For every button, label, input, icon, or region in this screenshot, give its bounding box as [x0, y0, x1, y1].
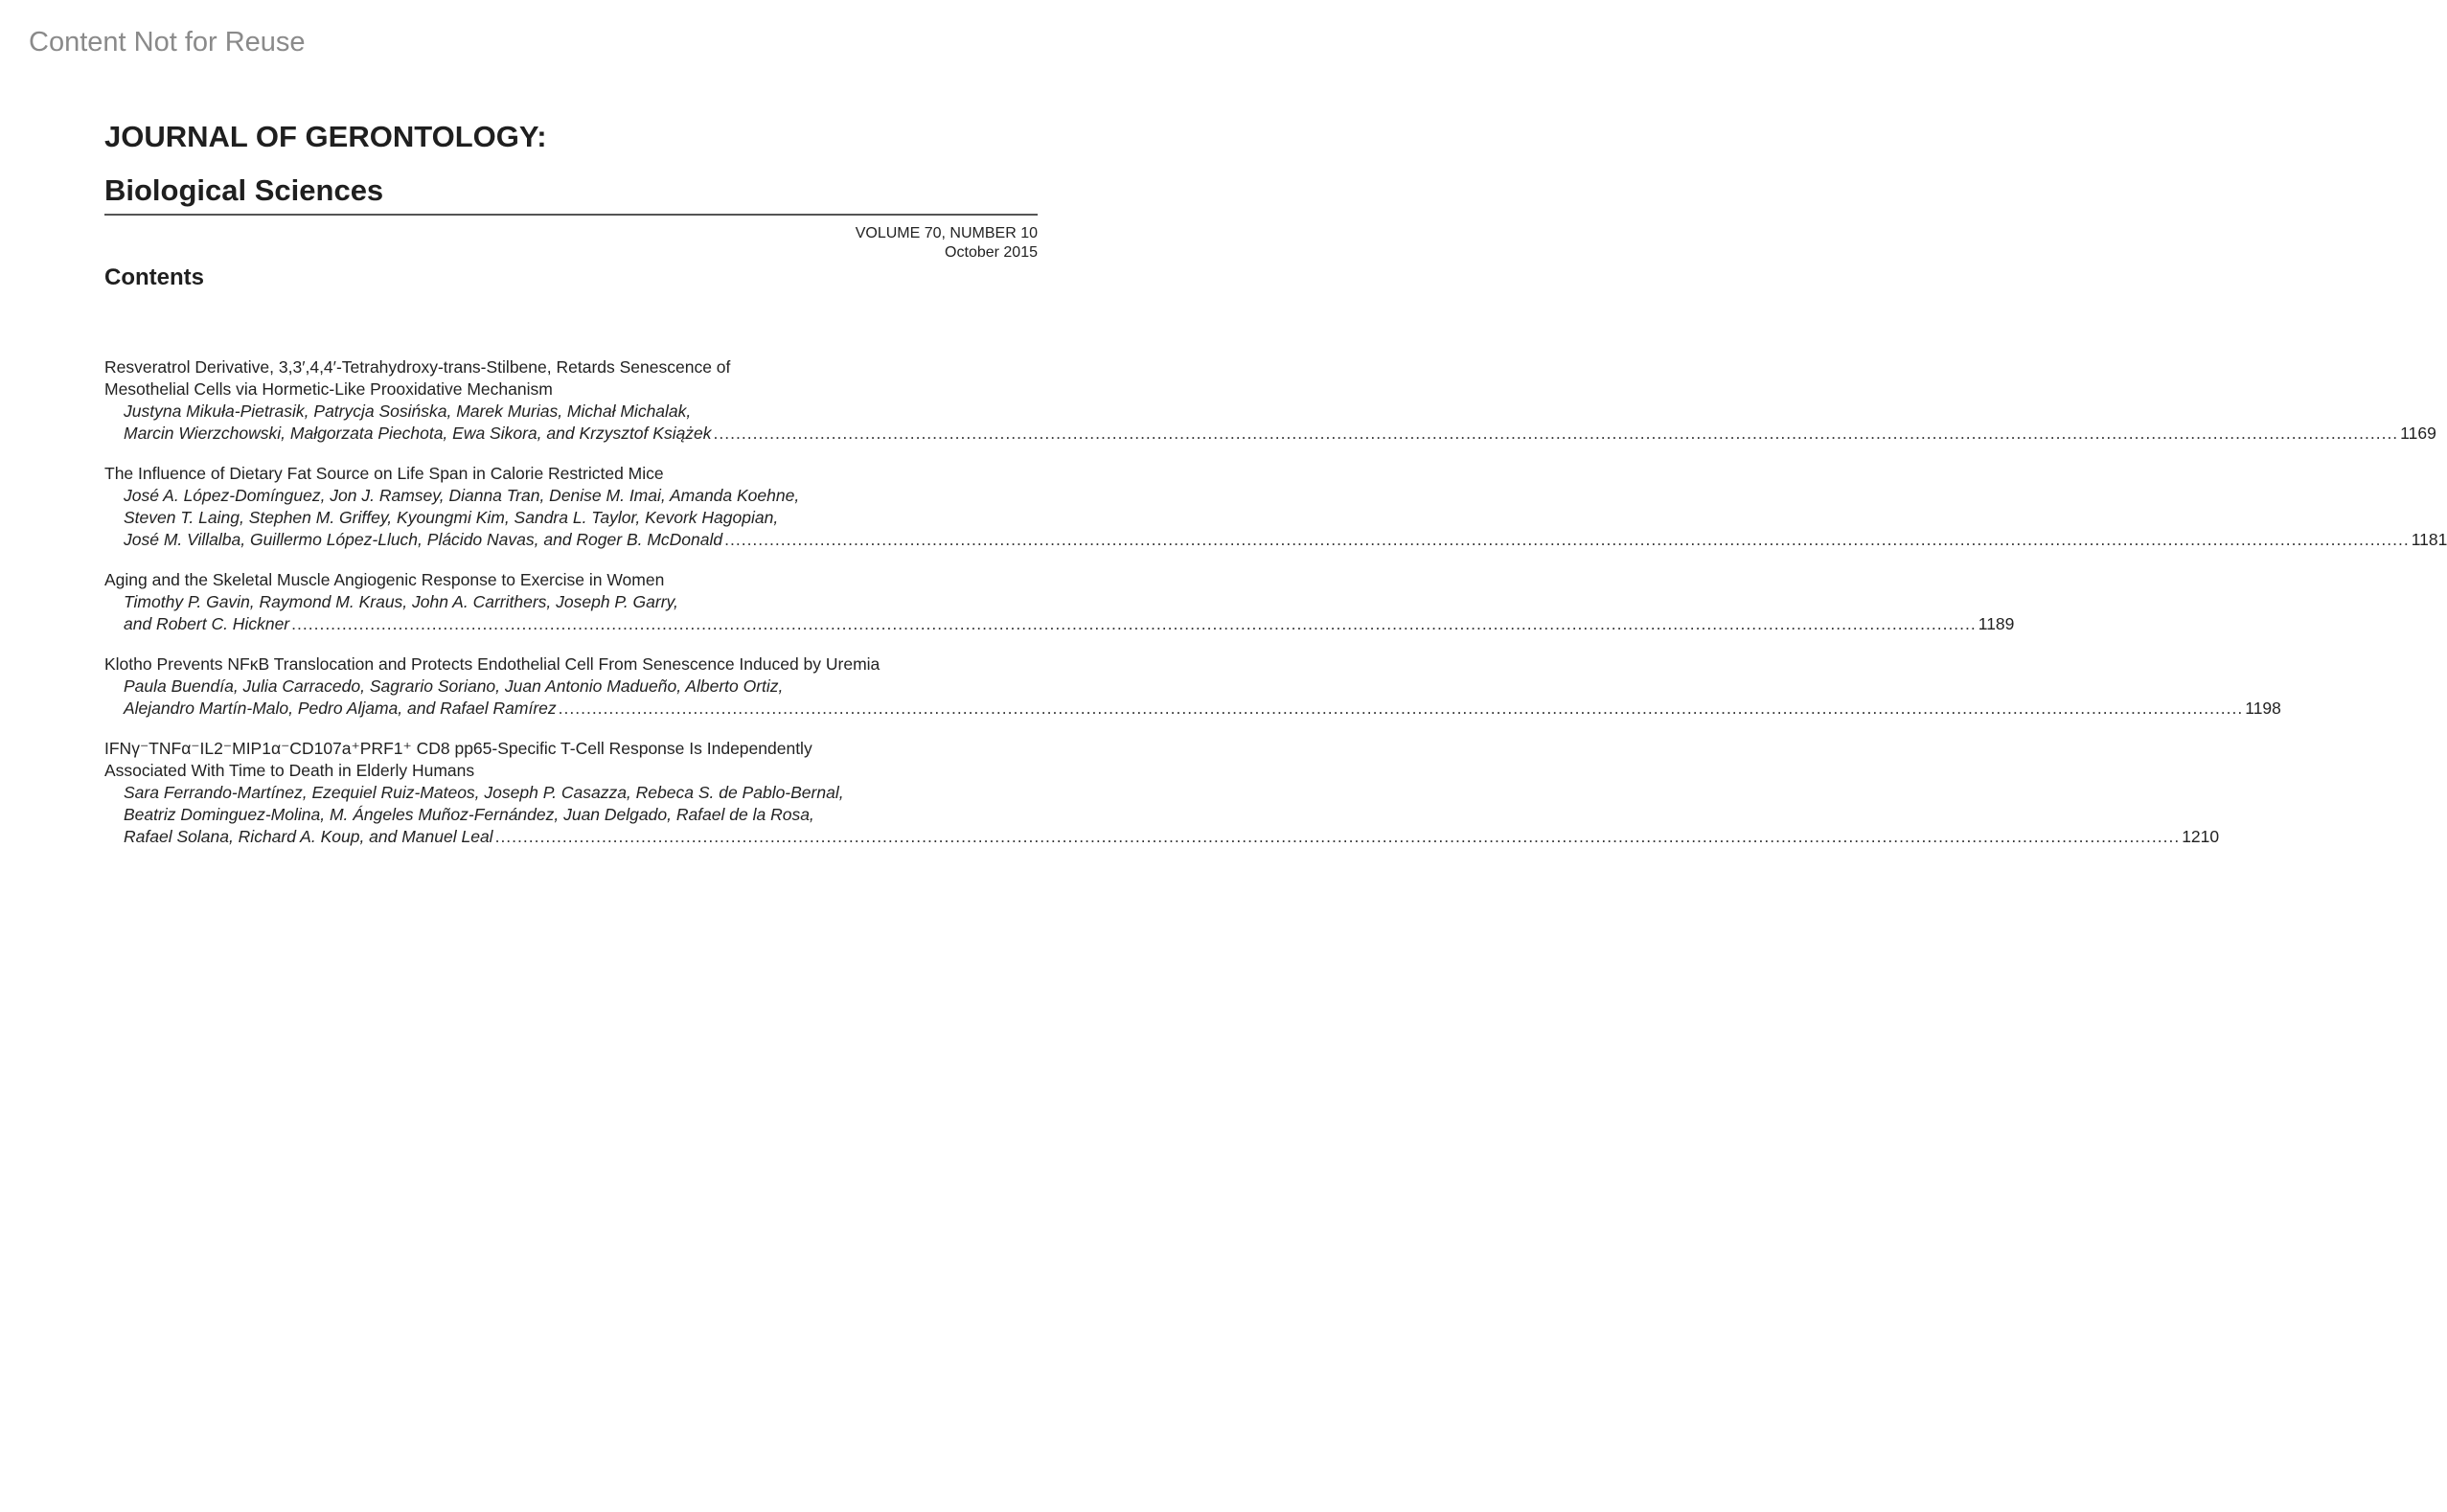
authors-last-line: Marcin Wierzchowski, Małgorzata Piechota, Ewa Sikora, and Krzysztof Książek: [124, 424, 712, 443]
issue-info: [856, 224, 1038, 263]
dot-leader: ............................................................................................................................................................................................................................................................................................................: [494, 827, 2181, 846]
watermark-text: Content Not for Reuse: [29, 27, 306, 57]
article-authors: [104, 591, 2015, 635]
article-title[interactable]: Aging and the Skeletal Muscle Angiogenic Response to Exercise in Women: [104, 570, 665, 589]
authors-lead: Timothy P. Gavin, Raymond M. Kraus, John A. Carrithers, Joseph P. Garry,: [124, 592, 678, 611]
journal-title: JOURNAL OF GERONTOLOGY:: [104, 120, 547, 153]
toc-entry[interactable]: [104, 738, 2220, 848]
article-authors: [104, 782, 2220, 848]
toc-entry[interactable]: [104, 569, 2015, 635]
table-of-contents: [104, 356, 2447, 866]
page-number[interactable]: 1210: [2182, 827, 2220, 846]
toc-entry[interactable]: [104, 463, 2447, 551]
article-authors: [104, 676, 2281, 720]
issue-date: October 2015: [945, 244, 1038, 261]
article-authors: [104, 485, 2447, 551]
toc-entry[interactable]: [104, 356, 2436, 445]
article-title[interactable]: The Influence of Dietary Fat Source on Life Span in Calorie Restricted Mice: [104, 464, 664, 483]
authors-last-line: and Robert C. Hickner: [124, 614, 290, 633]
dot-leader: ............................................................................................................................................................................................................................................................................................................: [713, 424, 2399, 443]
journal-subtitle: Biological Sciences: [104, 173, 384, 207]
authors-last-line: Alejandro Martín-Malo, Pedro Aljama, and Rafael Ramírez: [124, 699, 557, 718]
dot-leader: ............................................................................................................................................................................................................................................................................................................: [724, 530, 2410, 549]
authors-lead: Justyna Mikuła-Pietrasik, Patrycja Sosińska, Marek Murias, Michał Michalak,: [124, 401, 692, 421]
article-title[interactable]: Resveratrol Derivative, 3,3′,4,4′-Tetrahydroxy-trans-Stilbene, Retards Senescence of Mesothelial Cells via Hormetic-Like Prooxidative Mechanism: [104, 357, 731, 399]
article-title[interactable]: IFNγ⁻TNFα⁻IL2⁻MIP1α⁻CD107a⁺PRF1⁺ CD8 pp65-Specific T-Cell Response Is Independently Associated With Time to Death in Elderly Humans: [104, 739, 812, 780]
contents-heading: Contents: [104, 264, 204, 290]
authors-last-line: José M. Villalba, Guillermo López-Lluch, Plácido Navas, and Roger B. McDonald: [124, 530, 723, 549]
page-number[interactable]: 1181: [2411, 530, 2447, 549]
article-title[interactable]: Klotho Prevents NFκB Translocation and Protects Endothelial Cell From Senescence Induced by Uremia: [104, 654, 880, 674]
authors-lead: Sara Ferrando-Martínez, Ezequiel Ruiz-Mateos, Joseph P. Casazza, Rebeca S. de Pablo-Bernal, Beatriz Dominguez-Molina, M. Ángeles Muñoz-Fernández, Juan Delgado, Rafael de la Rosa,: [124, 783, 844, 824]
article-authors: [104, 401, 2436, 445]
toc-entry[interactable]: [104, 653, 2281, 720]
issue-volume: VOLUME 70, NUMBER 10: [855, 225, 1038, 241]
dot-leader: ............................................................................................................................................................................................................................................................................................................: [291, 614, 1977, 633]
authors-lead: José A. López-Domínguez, Jon J. Ramsey, Dianna Tran, Denise M. Imai, Amanda Koehne, Steven T. Laing, Stephen M. Griffey, Kyoungmi Kim, Sandra L. Taylor, Kevork Hagopian,: [124, 486, 800, 527]
header-divider: [104, 214, 1038, 216]
authors-last-line: Rafael Solana, Richard A. Koup, and Manuel Leal: [124, 827, 493, 846]
page-number[interactable]: 1169: [2400, 424, 2436, 443]
authors-lead: Paula Buendía, Julia Carracedo, Sagrario Soriano, Juan Antonio Madueño, Alberto Ortiz,: [124, 676, 784, 696]
dot-leader: ............................................................................................................................................................................................................................................................................................................: [558, 699, 2244, 718]
page-number[interactable]: 1198: [2245, 699, 2281, 718]
page-number[interactable]: 1189: [1978, 614, 2015, 633]
